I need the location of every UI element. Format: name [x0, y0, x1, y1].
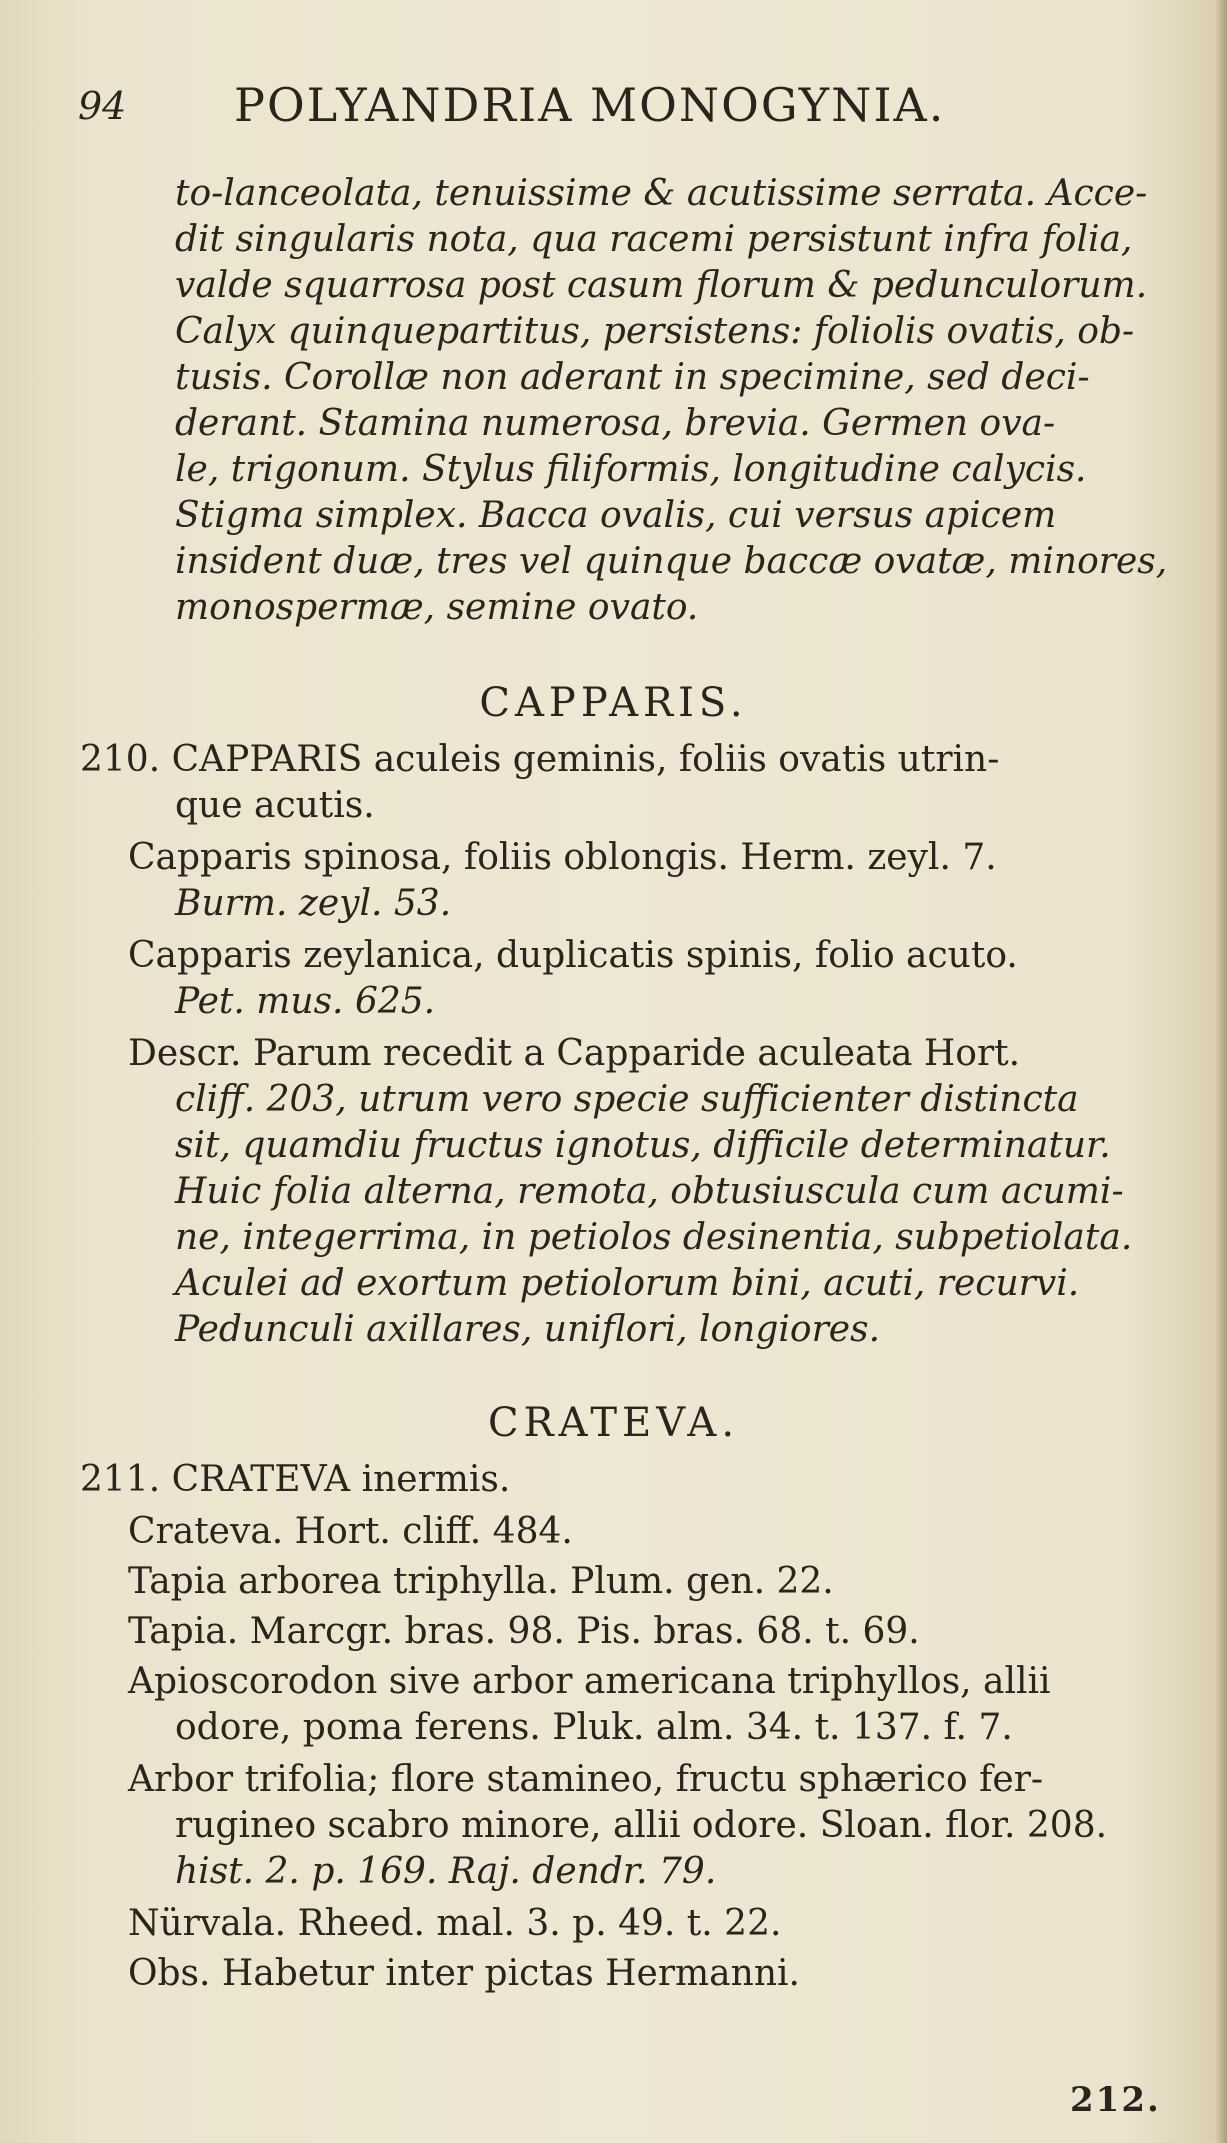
description-line: ne, integerrima, in petiolos desinentia, subpetiolata.: [175, 1217, 1133, 1258]
text-line: Stigma simplex. Bacca ovalis, cui versus apicem: [175, 495, 1057, 536]
description-line: Descr. Parum recedit a Capparide aculeata Hort.: [128, 1033, 1021, 1074]
synonym-line: Nürvala. Rheed. mal. 3. p. 49. t. 22.: [128, 1903, 782, 1944]
description-line: cliff. 203, utrum vero specie sufficienter distincta: [175, 1079, 1079, 1120]
text-line: tusis. Corollæ non aderant in specimine, sed deci-: [175, 357, 1090, 398]
page-header: [78, 78, 1128, 138]
reference-line: Pet. mus. 625.: [175, 981, 436, 1022]
text-line: le, trigonum. Stylus filiformis, longitudine calycis.: [175, 449, 1087, 490]
species-entry-210: 210. CAPPARIS aculeis geminis, foliis ovatis utrin-: [80, 739, 1000, 780]
text-line: insident duæ, tres vel quinque baccæ ovatæ, minores,: [175, 541, 1168, 582]
text-line: valde squarrosa post casum florum & pedunculorum.: [175, 265, 1148, 306]
reference-line: hist. 2. p. 169. Raj. dendr. 79.: [175, 1851, 717, 1892]
text-line: monospermæ, semine ovato.: [175, 587, 699, 628]
text-line: dit singularis nota, qua racemi persistunt infra folia,: [175, 219, 1133, 260]
running-head: POLYANDRIA MONOGYNIA.: [234, 78, 946, 132]
synonym-line: Capparis zeylanica, duplicatis spinis, folio acuto.: [128, 935, 1018, 976]
catchword: 212.: [1070, 2080, 1161, 2120]
synonym-line: Capparis spinosa, foliis oblongis. Herm. zeyl. 7.: [128, 837, 997, 878]
description-line: Pedunculi axillares, uniflori, longiores.: [175, 1309, 881, 1350]
description-line: sit, quamdiu fructus ignotus, difficile determinatur.: [175, 1125, 1111, 1166]
synonym-line: odore, poma ferens. Pluk. alm. 34. t. 137. f. 7.: [175, 1707, 1013, 1748]
species-entry-211: 211. CRATEVA inermis.: [80, 1459, 511, 1500]
observation-line: Obs. Habetur inter pictas Hermanni.: [128, 1953, 800, 1994]
text-line: que acutis.: [175, 785, 375, 826]
synonym-line: rugineo scabro minore, allii odore. Sloan. flor. 208.: [175, 1805, 1108, 1846]
reference-line: Burm. zeyl. 53.: [175, 883, 452, 924]
synonym-line: Arbor trifolia; flore stamineo, fructu sphærico fer-: [128, 1759, 1044, 1800]
synonym-line: Crateva. Hort. cliff. 484.: [128, 1511, 573, 1552]
description-line: Aculei ad exortum petiolorum bini, acuti, recurvi.: [175, 1263, 1080, 1304]
text-line: Calyx quinquepartitus, persistens: foliolis ovatis, ob-: [175, 311, 1135, 352]
page-number: 94: [78, 84, 127, 128]
synonym-line: Apioscorodon sive arbor americana triphyllos, allii: [128, 1661, 1051, 1702]
page-edge-shadow: [1215, 0, 1227, 2143]
synonym-line: Tapia. Marcgr. bras. 98. Pis. bras. 68. t. 69.: [128, 1611, 920, 1652]
section-heading-capparis: CAPPARIS.: [479, 680, 748, 726]
text-line: to-lanceolata, tenuissime & acutissime serrata. Acce-: [175, 173, 1148, 214]
text-line: derant. Stamina numerosa, brevia. Germen ova-: [175, 403, 1056, 444]
description-line: Huic folia alterna, remota, obtusiuscula cum acumi-: [175, 1171, 1124, 1212]
synonym-line: Tapia arborea triphylla. Plum. gen. 22.: [128, 1561, 834, 1602]
section-heading-crateva: CRATEVA.: [487, 1400, 740, 1446]
